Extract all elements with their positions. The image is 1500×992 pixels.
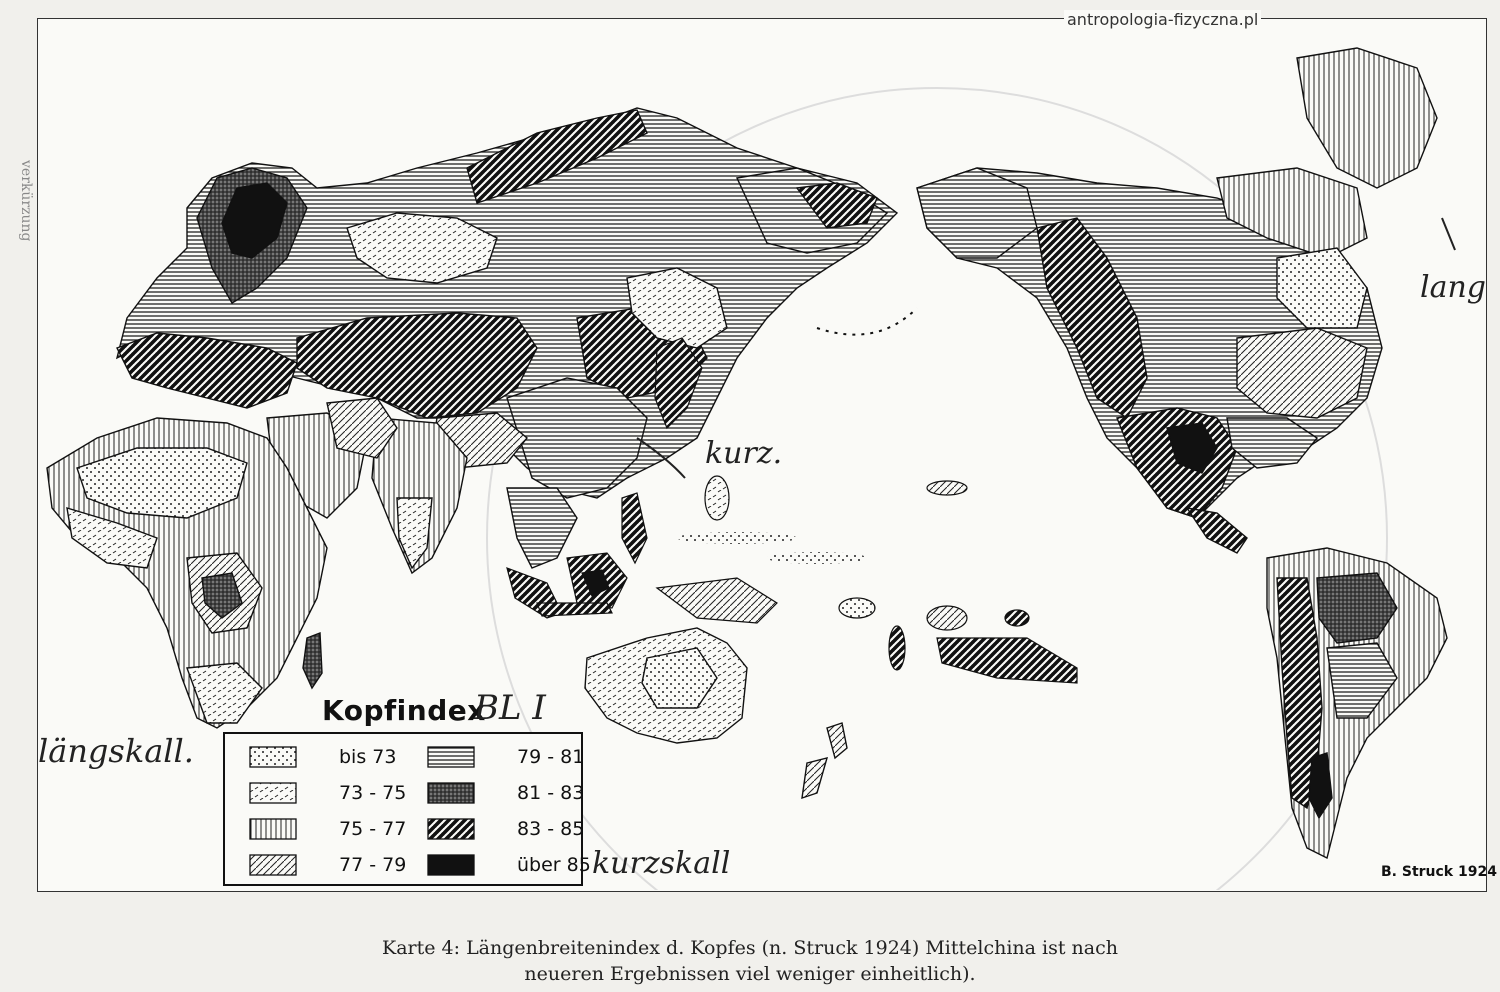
java <box>537 603 612 616</box>
north-america <box>917 48 1437 553</box>
top-left-handwriting: verkürzung <box>18 160 34 242</box>
indochina <box>507 488 577 568</box>
legend-swatch-dots <box>249 746 297 768</box>
africa <box>47 418 327 728</box>
bottom-handwriting: kurzskall <box>592 846 731 881</box>
legend-label: 77 - 79 <box>339 854 407 876</box>
caption-line-1: Karte 4: Längenbreitenindex d. Kopfes (n. Struck 1924) Mittelchina ist nach <box>382 937 1118 959</box>
polynesia-c <box>927 606 967 630</box>
legend-label: bis 73 <box>339 746 397 768</box>
micronesia-b <box>767 552 867 564</box>
signature: B. Struck 1924 <box>1381 864 1497 880</box>
micronesia-a <box>677 532 797 544</box>
legend-title-handwritten: BL I <box>474 688 546 728</box>
greenland <box>1297 48 1437 188</box>
new-zealand-south <box>802 758 827 798</box>
legend-swatch-diagonal-heavy <box>427 818 475 840</box>
legend-swatch-vertical-lines <box>249 818 297 840</box>
legend-label: 81 - 83 <box>517 782 585 804</box>
caption <box>0 935 1500 987</box>
new-guinea <box>657 578 777 623</box>
caption-line-2: neueren Ergebnissen viel weniger einheitlich). <box>524 963 976 985</box>
south-america <box>1267 548 1447 858</box>
polynesia-e <box>1005 610 1029 626</box>
legend-label: über 85 <box>517 854 591 876</box>
legend-label: 73 - 75 <box>339 782 407 804</box>
right-handwriting: lang <box>1420 270 1487 305</box>
annotation-arrow-right <box>1442 218 1455 250</box>
legend-label: 75 - 77 <box>339 818 407 840</box>
legend-swatch-dashes <box>249 782 297 804</box>
central-america <box>1187 508 1247 553</box>
legend-swatch-crosshatch <box>427 782 475 804</box>
legend-swatch-horizontal-lines <box>427 746 475 768</box>
polynesia-a <box>839 598 875 618</box>
polynesia-b <box>889 626 905 670</box>
oceania <box>585 628 847 798</box>
polynesia-d <box>937 638 1077 683</box>
pacific-dotted-line <box>817 308 917 335</box>
madagascar <box>303 633 322 688</box>
pacific-island-a <box>705 476 729 520</box>
watermark: antropologia-fizyczna.pl <box>1064 10 1261 29</box>
pacific-island-b <box>927 481 967 495</box>
legend-label: 83 - 85 <box>517 818 585 840</box>
legend-label: 79 - 81 <box>517 746 585 768</box>
legend-swatch-solid-black <box>427 854 475 876</box>
pacific-handwriting: kurz. <box>705 436 783 471</box>
legend-title: Kopfindex <box>322 694 486 727</box>
left-handwriting: längskall. <box>38 732 194 770</box>
legend-swatch-diagonal-light <box>249 854 297 876</box>
legend <box>223 732 591 886</box>
new-zealand-north <box>827 723 847 758</box>
philippines <box>622 493 647 563</box>
